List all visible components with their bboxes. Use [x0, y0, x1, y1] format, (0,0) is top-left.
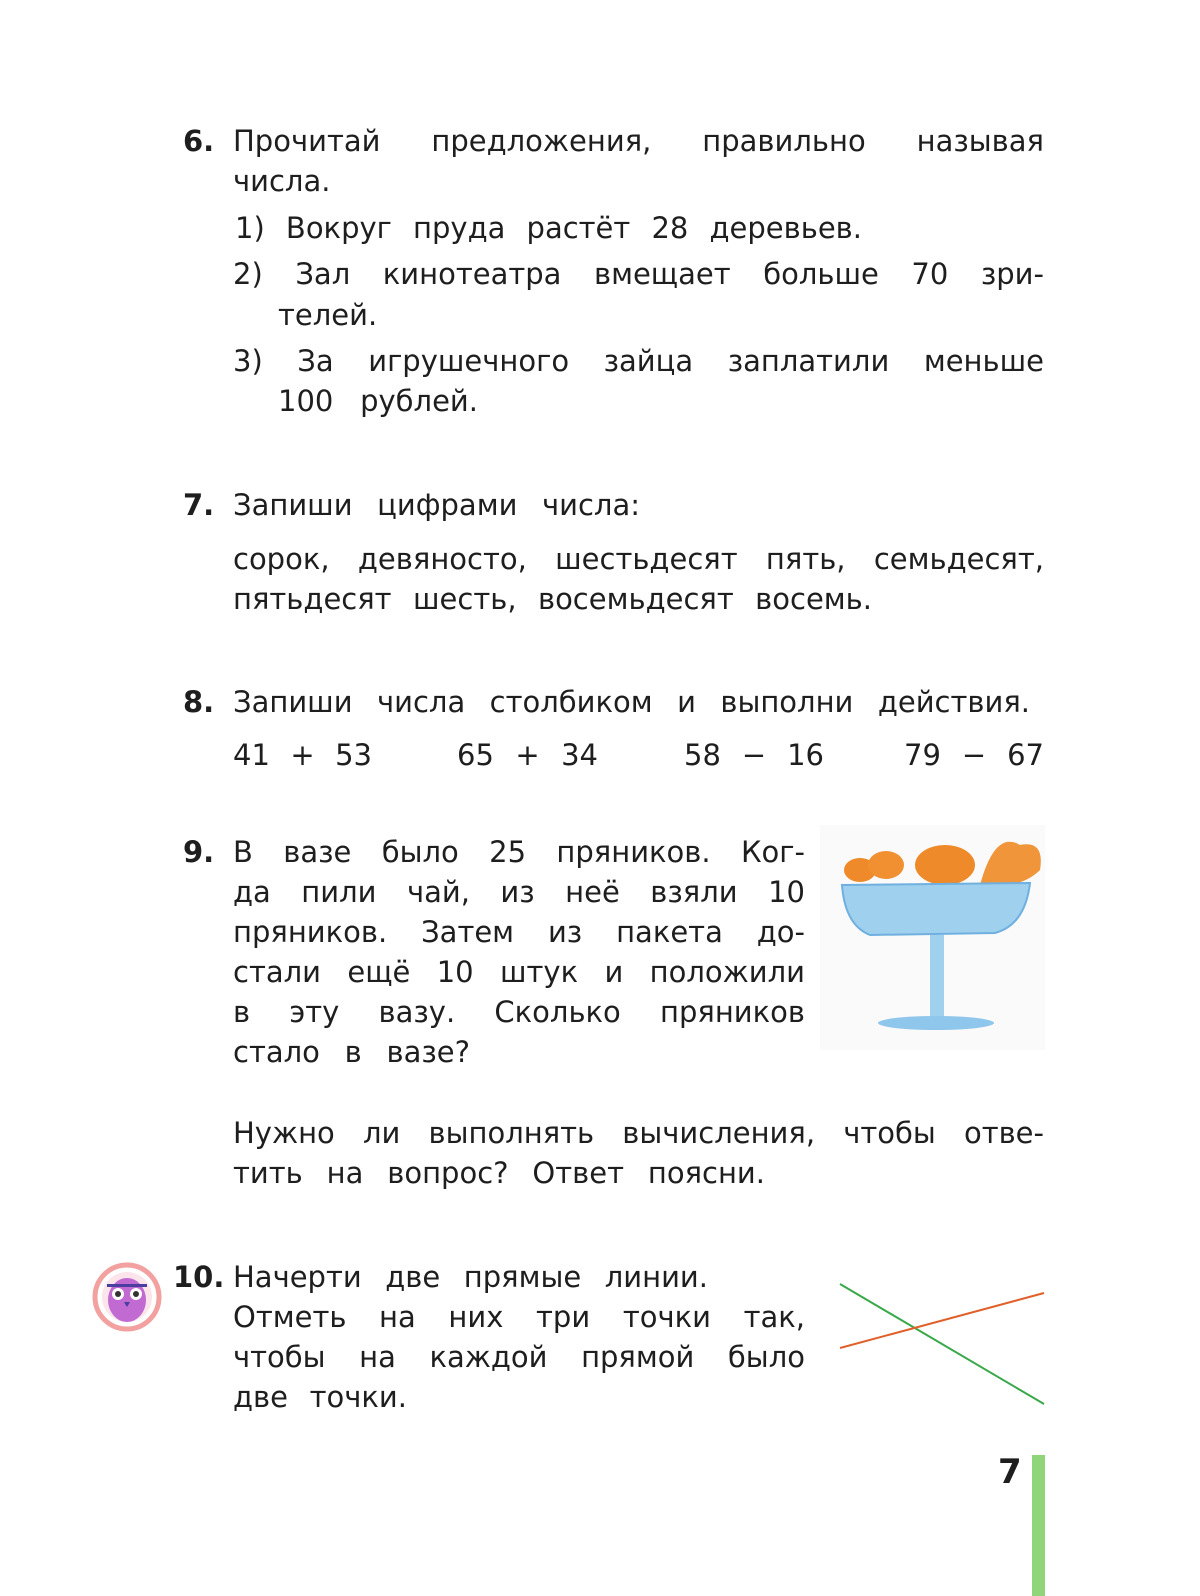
- task-number: 10.: [173, 1260, 225, 1294]
- text-line: Прочитай предложения, правильно называя: [233, 124, 1044, 158]
- owl-icon: [92, 1262, 162, 1332]
- expression: 65 + 34: [457, 738, 598, 772]
- list-item-cont: 100 рублей.: [278, 384, 478, 418]
- text-line: пятьдесят шесть, восемьдесят восемь.: [233, 582, 872, 616]
- list-item: 3) За игрушечного зайца заплатили меньше: [233, 344, 1044, 378]
- expression: 79 − 67: [904, 738, 1044, 772]
- list-item: 1) Вокруг пруда растёт 28 деревьев.: [235, 211, 862, 245]
- text-line: стало в вазе?: [233, 1035, 470, 1069]
- list-item: 2) Зал кинотеатра вмещает больше 70 зри-: [233, 257, 1044, 291]
- question-line: тить на вопрос? Ответ поясни.: [233, 1156, 765, 1190]
- page-edge-bar: [1032, 1455, 1045, 1596]
- text-line: Отметь на них три точки так,: [233, 1300, 805, 1334]
- question-line: Нужно ли выполнять вычисления, чтобы отве-: [233, 1116, 1044, 1150]
- text-line: пряников. Затем из пакета до-: [233, 915, 805, 949]
- text-line: сорок, девяносто, шестьдесят пять, семьдесят,: [233, 542, 1044, 576]
- text-line: В вазе было 25 пряников. Ког-: [233, 835, 805, 869]
- text-line: Начерти две прямые линии.: [233, 1260, 708, 1294]
- task-number: 7.: [183, 488, 215, 522]
- text-line: чтобы на каждой прямой было: [233, 1340, 805, 1374]
- task-number: 9.: [183, 835, 215, 869]
- text-line: числа.: [233, 164, 331, 198]
- task-title: Запиши числа столбиком и выполни действия.: [233, 685, 1030, 719]
- expression: 41 + 53: [233, 738, 372, 772]
- task-number: 6.: [183, 124, 215, 158]
- text-line: да пили чай, из неё взяли 10: [233, 875, 805, 909]
- vase-with-gingerbread-illustration: [820, 825, 1045, 1050]
- task-number: 8.: [183, 685, 215, 719]
- text-line: стали ещё 10 штук и положили: [233, 955, 805, 989]
- text-line: в эту вазу. Сколько пряников: [233, 995, 805, 1029]
- task-title: Запиши цифрами числа:: [233, 488, 640, 522]
- text-line: две точки.: [233, 1380, 407, 1414]
- two-lines-illustration: [835, 1280, 1050, 1410]
- page-number: 7: [998, 1452, 1022, 1492]
- expression: 58 − 16: [684, 738, 824, 772]
- list-item-cont: телей.: [278, 298, 378, 332]
